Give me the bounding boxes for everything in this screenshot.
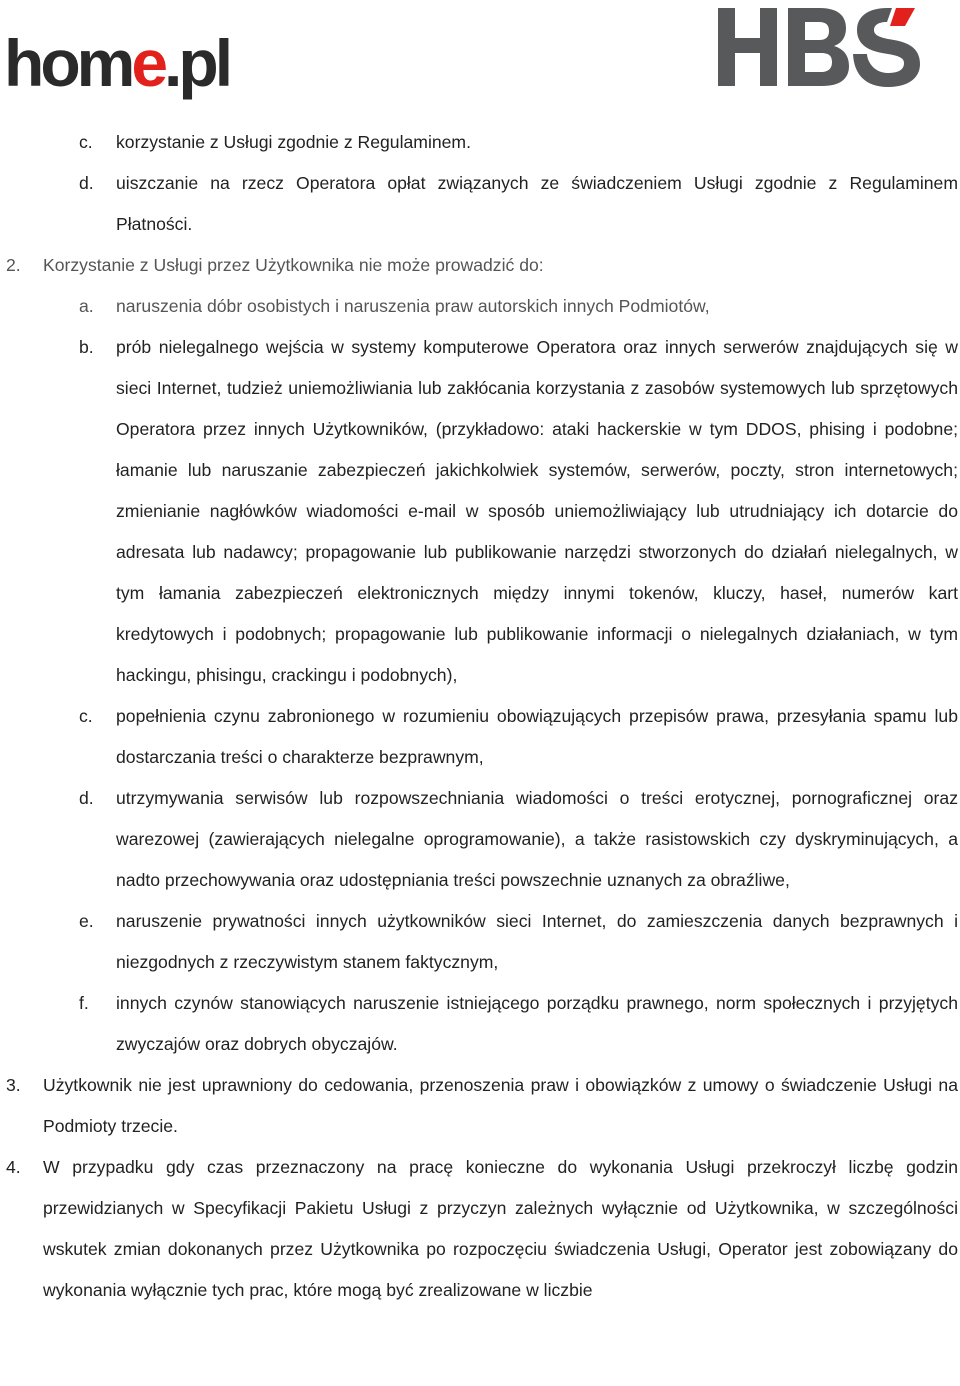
list-marker: f. [79, 993, 89, 1013]
list-item-text: naruszenia dóbr osobistych i naruszenia praw autorskich innych Podmiotów, [116, 296, 710, 316]
list-marker: a. [79, 296, 94, 316]
document-body [0, 122, 960, 1311]
list-item [0, 778, 960, 901]
list-item-text: naruszenie prywatności innych użytkowników sieci Internet, do zamieszczenia danych bezprawnych i niezgodnych z rzeczywistym stanem faktycznym, [116, 911, 958, 972]
hbs-logo [716, 2, 920, 88]
list-marker: 3. [6, 1075, 21, 1095]
list-marker: d. [79, 173, 94, 193]
list-item-text: utrzymywania serwisów lub rozpowszechniania wiadomości o treści erotycznej, pornograficznej oraz warezowej (zawierających nielegalne oprogramowanie), a także rasistowskich czy dyskryminujących, a nadto przechowywania oraz udostępniania treści powszechnie uznanych za obraźliwe, [116, 788, 958, 890]
list-item-text: Użytkownik nie jest uprawniony do cedowania, przenoszenia praw i obowiązków z umowy o świadczenie Usługi na Podmioty trzecie. [43, 1075, 958, 1136]
list-item-text: innych czynów stanowiących naruszenie istniejącego porządku prawnego, norm społecznych i przyjętych zwyczajów oraz dobrych obyczajów. [116, 993, 958, 1054]
list-item-text: Korzystanie z Usługi przez Użytkownika nie może prowadzić do: [43, 255, 544, 275]
list-item [0, 327, 960, 696]
list-item [0, 163, 960, 245]
list-item-text: korzystanie z Usługi zgodnie z Regulaminem. [116, 132, 471, 152]
list-item [0, 1147, 960, 1311]
list-item [0, 286, 960, 327]
list-item [0, 696, 960, 778]
logo-text-part1: hom [4, 26, 132, 100]
list-item-text: popełnienia czynu zabronionego w rozumieniu obowiązujących przepisów prawa, przesyłania spamu lub dostarczania treści o charakterze bezprawnym, [116, 706, 958, 767]
list-marker: c. [79, 706, 93, 726]
list-item [0, 983, 960, 1065]
list-marker: 4. [6, 1157, 21, 1177]
list-marker: d. [79, 788, 94, 808]
list-item [0, 245, 960, 286]
list-item [0, 1065, 960, 1147]
list-item-text: W przypadku gdy czas przeznaczony na pracę konieczne do wykonania Usługi przekroczył liczbę godzin przewidzianych w Specyfikacji Pakietu Usługi z przyczyn zależnych wyłącznie od Użytkownika, w szczególności wskutek zmian dokonanych przez Użytkownika po rozpoczęciu świadczenia Usługi, Operator jest zobowiązany do wykonania wyłącznie tych prac, które mogą być zrealizowane w liczbie [43, 1157, 958, 1300]
list-marker: c. [79, 132, 93, 152]
home-pl-logo [4, 26, 230, 100]
logo-text-part2: .pl [164, 26, 230, 100]
list-marker: 2. [6, 255, 21, 275]
logo-text-accent: e [131, 26, 165, 100]
list-item-text: prób nielegalnego wejścia w systemy komputerowe Operatora oraz innych serwerów znajdujących się w sieci Internet, tudzież uniemożliwiania lub zakłócania korzystania z zasobów systemowych lub sprzętowych Operatora przez innych Użytkowników, (przykładowo: ataki hackerskie w tym DDOS, phising i podobne; łamanie lub naruszanie zabezpieczeń jakichkolwiek systemów, serwerów, poczty, stron internetowych; zmienianie nagłówków wiadomości e-mail w sposób uniemożliwiający lub utrudniający ich dotarcie do adresata lub nadawcy; propagowanie lub publikowanie narzędzi stworzonych do działań nielegalnych, w tym łamania zabezpieczeń elektronicznych między innymi tokenów, kluczy, haseł, numerów kart kredytowych i podobnych; propagowanie lub publikowanie informacji o nielegalnych działaniach, w tym hackingu, phisingu, crackingu i podobnych), [116, 337, 958, 685]
list-item-text: uiszczanie na rzecz Operatora opłat związanych ze świadczeniem Usługi zgodnie z Regulaminem Płatności. [116, 173, 958, 234]
list-item [0, 901, 960, 983]
list-item [0, 122, 960, 163]
list-marker: e. [79, 911, 94, 931]
list-marker: b. [79, 337, 94, 357]
